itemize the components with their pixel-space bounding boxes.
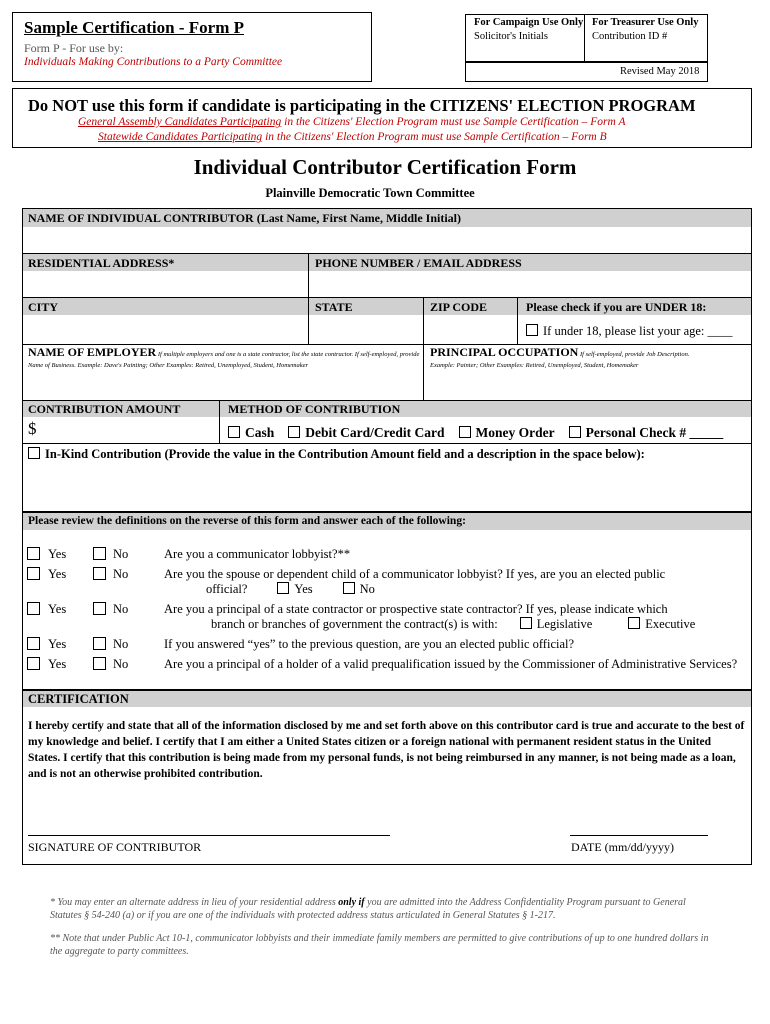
solicitor-initials-label: Solicitor's Initials [474, 31, 548, 42]
state-field-label: STATE [315, 300, 353, 314]
footnote-lobbyist: ** Note that under Public Act 10-1, communicator lobbyists and their immediate family members are permitted to give contributions of up to one hundred dollars in the aggregate to party committees. [50, 933, 709, 957]
money-order-checkbox[interactable] [459, 426, 471, 438]
employer-input-area[interactable] [23, 372, 422, 399]
warning-line-1-link: General Assembly Candidates Participating [78, 116, 282, 128]
dollar-sign: $ [28, 419, 37, 438]
footnote-address-b: you are admitted into the Address Confidentiality Program pursuant to General Statutes § 54-240 (a) or if you are one of the individuals with protected address status articulated in General Statutes § 1-217. [50, 897, 686, 921]
q1-no-label: No [113, 547, 129, 561]
q5-yes-checkbox[interactable] [27, 657, 40, 670]
warning-line-1-rest: in the Citizens' Election Program must use Sample Certification – Form A [281, 116, 626, 128]
inkind-label: In-Kind Contribution (Provide the value in the Contribution Amount field and a description in the space below): [45, 447, 645, 461]
warning-line-2-rest: in the Citizens' Election Program must use Sample Certification – Form B [262, 131, 607, 143]
employer-field-label: NAME OF EMPLOYER [28, 345, 157, 359]
q4-no-label: No [113, 637, 129, 651]
q1-yes-label: Yes [48, 547, 67, 561]
cash-checkbox[interactable] [228, 426, 240, 438]
q2-yes-checkbox[interactable] [27, 567, 40, 580]
q3-branch: branch or branches of government the contract(s) is with: [211, 617, 498, 631]
form-for-use: Form P - For use by: [24, 41, 124, 55]
q4-yes-label: Yes [48, 637, 67, 651]
address-input-area[interactable] [23, 271, 307, 297]
inkind-description-area[interactable] [23, 466, 751, 511]
divider [517, 298, 518, 344]
q1-yes-checkbox[interactable] [27, 547, 40, 560]
form-audience: Individuals Making Contributions to a Party Committee [24, 56, 283, 68]
address-field-label: RESIDENTIAL ADDRESS* [28, 256, 175, 270]
phone-field-label: PHONE NUMBER / EMAIL ADDRESS [315, 256, 522, 270]
q2-elected-no-label: No [359, 582, 375, 596]
executive-checkbox[interactable] [628, 617, 640, 629]
phone-input-area[interactable] [309, 271, 751, 297]
date-label: DATE (mm/dd/yyyy) [571, 840, 674, 854]
q4-no-checkbox[interactable] [93, 637, 106, 650]
under18-checkbox[interactable] [526, 324, 538, 336]
footnote-address-bold: only if [338, 897, 365, 908]
q2-yes-label: Yes [48, 567, 67, 581]
employer-label-block [28, 347, 422, 371]
card-label: Debit Card/Credit Card [305, 425, 445, 440]
q2-no-label: No [113, 567, 129, 581]
questions-intro: Please review the definitions on the reverse of this form and answer each of the following: [28, 515, 466, 527]
personal-check-label: Personal Check # _____ [585, 425, 724, 440]
method-options [228, 425, 723, 441]
inkind-row [28, 447, 645, 462]
q2-official: official? [206, 582, 248, 596]
cash-label: Cash [245, 425, 275, 440]
legislative-checkbox[interactable] [520, 617, 532, 629]
warning-headline: Do NOT use this form if candidate is participating in the CITIZENS' ELECTION PROGRAM [28, 96, 696, 115]
divider [22, 443, 752, 444]
under18-age-label: If under 18, please list your age: ____ [543, 324, 733, 338]
card-checkbox[interactable] [288, 426, 300, 438]
signature-input-line[interactable] [28, 815, 390, 836]
q4-yes-checkbox[interactable] [27, 637, 40, 650]
occupation-field-label: PRINCIPAL OCCUPATION [430, 345, 579, 359]
amount-input-area[interactable] [42, 418, 218, 442]
q3-no-label: No [113, 602, 129, 616]
revised-date: Revised May 2018 [620, 66, 700, 77]
inkind-checkbox[interactable] [28, 447, 40, 459]
under18-label: Please check if you are UNDER 18: [526, 300, 707, 314]
q5-no-checkbox[interactable] [93, 657, 106, 670]
city-field-label: CITY [28, 300, 59, 314]
q2-text: Are you the spouse or dependent child of a communicator lobbyist? If yes, are you an elected public [164, 567, 666, 581]
q1-no-checkbox[interactable] [93, 547, 106, 560]
executive-label: Executive [645, 617, 696, 631]
q3-yes-label: Yes [48, 602, 67, 616]
page-title: Individual Contributor Certification Form [193, 155, 577, 179]
q2-no-checkbox[interactable] [93, 567, 106, 580]
footnote-address-a: * You may enter an alternate address in lieu of your residential address [50, 897, 339, 908]
occupation-label-block [430, 347, 689, 360]
q5-no-label: No [113, 657, 129, 671]
q3-text: Are you a principal of a state contractor or prospective state contractor? If yes, please indicate which [164, 602, 668, 616]
divider [219, 401, 220, 443]
certification-heading: CERTIFICATION [28, 692, 129, 706]
certification-label-shade [23, 691, 751, 707]
q3-yes-checkbox[interactable] [27, 602, 40, 615]
warning-line-1 [78, 116, 626, 128]
certification-body: I hereby certify and state that all of the information disclosed by me and set forth above on this contributor card is true and accurate to the best of my knowledge and belief. I certify that I am either a United States citizen or a foreign national with permanent resident status in the United States. I certify that this contribution is being made from my personal funds, is not being reimbursed in any manner, is not being made as a loan, and is not an otherwise prohibited contribution. [28, 720, 745, 780]
treasurer-use-title: For Treasurer Use Only [592, 17, 699, 28]
q5-text: Are you a principal of a holder of a valid prequalification issued by the Commissioner of Administrative Services? [164, 657, 738, 671]
name-input-area[interactable] [23, 227, 751, 253]
employer-field-note: If multiple employers and one is a state contractor, list the state contractor. If self-employed, provide Name of Business. Example: Dave's Painting; Other Examples: Retired, Unemployed, Student, Homemaker [28, 351, 420, 369]
warning-line-2 [98, 131, 607, 143]
q2-text-cont [206, 582, 375, 597]
contribution-id-label: Contribution ID # [592, 31, 668, 42]
occupation-field-note: If self-employed, provide Job Description. [579, 351, 690, 358]
form-title-sample: Sample Certification - Form P [24, 18, 244, 37]
q1-text: Are you a communicator lobbyist?** [164, 547, 351, 561]
zip-field-label: ZIP CODE [430, 300, 488, 314]
occupation-input-area[interactable] [424, 372, 751, 399]
q3-text-cont [211, 617, 695, 632]
city-input-area[interactable] [23, 316, 307, 343]
occupation-field-example: Example: Painter; Other Examples: Retired, Unemployed, Student, Homemaker [430, 362, 639, 369]
zip-input-area[interactable] [424, 316, 516, 343]
campaign-use-title: For Campaign Use Only [474, 17, 584, 28]
signature-label: SIGNATURE OF CONTRIBUTOR [28, 840, 202, 854]
personal-check-checkbox[interactable] [569, 426, 581, 438]
q4-text: If you answered “yes” to the previous question, are you an elected public official? [164, 637, 575, 651]
state-input-area[interactable] [309, 316, 422, 343]
amount-field-label: CONTRIBUTION AMOUNT [28, 402, 181, 416]
legislative-label: Legislative [536, 617, 593, 631]
q3-no-checkbox[interactable] [93, 602, 106, 615]
q2-elected-yes-checkbox[interactable] [277, 582, 289, 594]
money-order-label: Money Order [475, 425, 555, 440]
method-field-label: METHOD OF CONTRIBUTION [228, 402, 401, 416]
name-field-label: NAME OF INDIVIDUAL CONTRIBUTOR (Last Name, First Name, Middle Initial) [28, 211, 461, 225]
q2-elected-no-checkbox[interactable] [343, 582, 355, 594]
date-input-line[interactable] [570, 815, 708, 836]
q2-elected-yes-label: Yes [294, 582, 313, 596]
footnote-address [50, 896, 715, 922]
q5-yes-label: Yes [48, 657, 67, 671]
under18-checkbox-row [526, 324, 733, 339]
warning-line-2-link: Statewide Candidates Participating [98, 131, 263, 143]
committee-name: Plainville Democratic Town Committee [265, 186, 475, 200]
